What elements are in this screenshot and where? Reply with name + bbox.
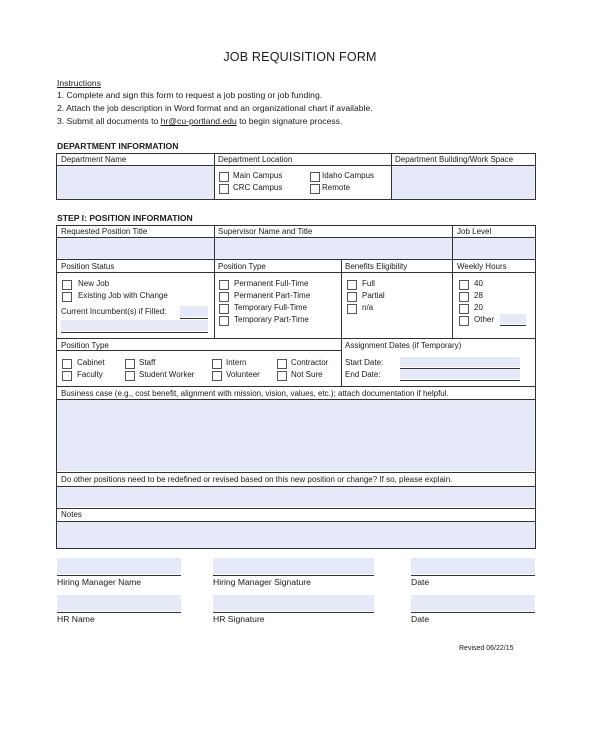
not-sure-checkbox[interactable]: [277, 371, 287, 381]
current-incumbent-input-1[interactable]: [180, 306, 208, 317]
hiring-manager-date-input[interactable]: [411, 558, 535, 574]
position-type-2-label: Position Type: [61, 341, 109, 350]
hours-other-checkbox[interactable]: [459, 316, 469, 326]
student-worker-checkbox[interactable]: [125, 371, 135, 381]
department-heading: DEPARTMENT INFORMATION: [57, 141, 179, 151]
faculty-label: Faculty: [77, 370, 103, 379]
business-case-input[interactable]: [57, 399, 535, 471]
hr-signature-input[interactable]: [213, 595, 374, 611]
benefits-na-label: n/a: [362, 303, 374, 312]
start-date-input[interactable]: [400, 357, 520, 367]
crc-campus-label: CRC Campus: [233, 183, 283, 192]
instruction-item-3-tail: to begin signature process.: [236, 116, 343, 126]
permanent-full-time-checkbox[interactable]: [219, 280, 229, 290]
not-sure-label: Not Sure: [291, 370, 323, 379]
hours-28-checkbox[interactable]: [459, 292, 469, 302]
intern-checkbox[interactable]: [212, 359, 222, 369]
revised-date: Revised 06/22/15: [459, 645, 514, 652]
main-campus-label: Main Campus: [233, 171, 283, 180]
hiring-manager-signature-input[interactable]: [213, 558, 374, 574]
contractor-checkbox[interactable]: [277, 359, 287, 369]
notes-label: Notes: [61, 510, 82, 519]
staff-label: Staff: [139, 358, 156, 367]
volunteer-checkbox[interactable]: [212, 371, 222, 381]
business-case-label: Business case (e.g., cost benefit, alignment with mission, vision, values, etc.); attach documentation if helpful.: [61, 389, 449, 398]
student-worker-label: Student Worker: [139, 370, 195, 379]
hr-date-label: Date: [411, 614, 430, 624]
temporary-part-time-label: Temporary Part-Time: [234, 315, 309, 324]
cabinet-label: Cabinet: [77, 358, 105, 367]
department-location-label: Department Location: [218, 155, 293, 164]
supervisor-name-label: Supervisor Name and Title: [218, 227, 313, 236]
remote-label: Remote: [322, 183, 351, 192]
remote-checkbox[interactable]: [310, 184, 320, 194]
crc-campus-checkbox[interactable]: [219, 184, 229, 194]
requested-position-title-label: Requested Position Title: [61, 227, 148, 236]
new-job-label: New Job: [78, 279, 110, 288]
new-job-checkbox[interactable]: [62, 280, 72, 290]
instruction-item-3: [57, 116, 342, 126]
hr-name-input[interactable]: [57, 595, 181, 611]
idaho-campus-label: Idaho Campus: [322, 171, 375, 180]
position-type-label: Position Type: [218, 262, 266, 271]
redefine-label: Do other positions need to be redefined or revised based on this new position or change? If so, please explain.: [61, 475, 453, 484]
hr-email-link[interactable]: hr@cu-portland.edu: [160, 116, 237, 126]
instruction-item-3-text: 3. Submit all documents to: [57, 116, 161, 126]
hiring-manager-name-input[interactable]: [57, 558, 181, 574]
temporary-full-time-checkbox[interactable]: [219, 304, 229, 314]
hr-date-input[interactable]: [411, 595, 535, 611]
department-building-input[interactable]: [391, 165, 535, 199]
existing-job-label: Existing Job with Change: [78, 291, 168, 300]
benefits-na-checkbox[interactable]: [347, 304, 357, 314]
instructions-heading: Instructions: [57, 78, 101, 88]
faculty-checkbox[interactable]: [62, 371, 72, 381]
start-date-label: Start Date:: [345, 358, 384, 367]
temporary-full-time-label: Temporary Full-Time: [234, 303, 308, 312]
staff-checkbox[interactable]: [125, 359, 135, 369]
benefits-full-checkbox[interactable]: [347, 280, 357, 290]
notes-input[interactable]: [57, 522, 535, 548]
requested-position-title-input[interactable]: [57, 237, 214, 259]
hours-20-checkbox[interactable]: [459, 304, 469, 314]
benefits-full-label: Full: [362, 279, 375, 288]
department-name-label: Department Name: [61, 155, 127, 164]
main-campus-checkbox[interactable]: [219, 172, 229, 182]
hr-signature-label: HR Signature: [213, 614, 265, 624]
hr-name-label: HR Name: [57, 614, 95, 624]
permanent-full-time-label: Permanent Full-Time: [234, 279, 309, 288]
weekly-hours-label: Weekly Hours: [457, 262, 507, 271]
contractor-label: Contractor: [291, 358, 329, 367]
instruction-item-1: 1. Complete and sign this form to request a job posting or job funding.: [57, 90, 323, 100]
hours-28-label: 28: [474, 291, 483, 300]
job-level-input[interactable]: [453, 237, 535, 259]
hiring-manager-signature-label: Hiring Manager Signature: [213, 577, 311, 587]
benefits-partial-label: Partial: [362, 291, 385, 300]
end-date-label: End Date:: [345, 370, 381, 379]
hiring-manager-date-label: Date: [411, 577, 430, 587]
instruction-item-2: 2. Attach the job description in Word format and an organizational chart if available.: [57, 103, 373, 113]
step1-heading: STEP I: POSITION INFORMATION: [57, 213, 193, 223]
redefine-input[interactable]: [57, 486, 535, 507]
intern-label: Intern: [226, 358, 247, 367]
hours-other-input[interactable]: [500, 314, 526, 324]
hours-other-label: Other: [474, 315, 495, 324]
benefits-eligibility-label: Benefits Eligibility: [345, 262, 408, 271]
position-status-label: Position Status: [61, 262, 115, 271]
page-title: JOB REQUISITION FORM: [223, 50, 377, 64]
permanent-part-time-checkbox[interactable]: [219, 292, 229, 302]
hours-40-label: 40: [474, 279, 483, 288]
idaho-campus-checkbox[interactable]: [310, 172, 320, 182]
supervisor-name-input[interactable]: [215, 237, 452, 259]
temporary-part-time-checkbox[interactable]: [219, 316, 229, 326]
department-name-input[interactable]: [57, 165, 214, 199]
hours-20-label: 20: [474, 303, 483, 312]
cabinet-checkbox[interactable]: [62, 359, 72, 369]
permanent-part-time-label: Permanent Part-Time: [234, 291, 311, 300]
department-building-label: Department Building/Work Space: [395, 155, 514, 164]
current-incumbent-label: Current Incumbent(s) if Filled:: [61, 307, 167, 316]
volunteer-label: Volunteer: [226, 370, 260, 379]
hiring-manager-name-label: Hiring Manager Name: [57, 577, 142, 587]
hours-40-checkbox[interactable]: [459, 280, 469, 290]
assignment-dates-label: Assignment Dates (if Temporary): [345, 341, 462, 350]
job-level-label: Job Level: [457, 227, 492, 236]
existing-job-checkbox[interactable]: [62, 292, 72, 302]
benefits-partial-checkbox[interactable]: [347, 292, 357, 302]
end-date-input[interactable]: [400, 369, 520, 379]
current-incumbent-input-2[interactable]: [61, 320, 208, 331]
